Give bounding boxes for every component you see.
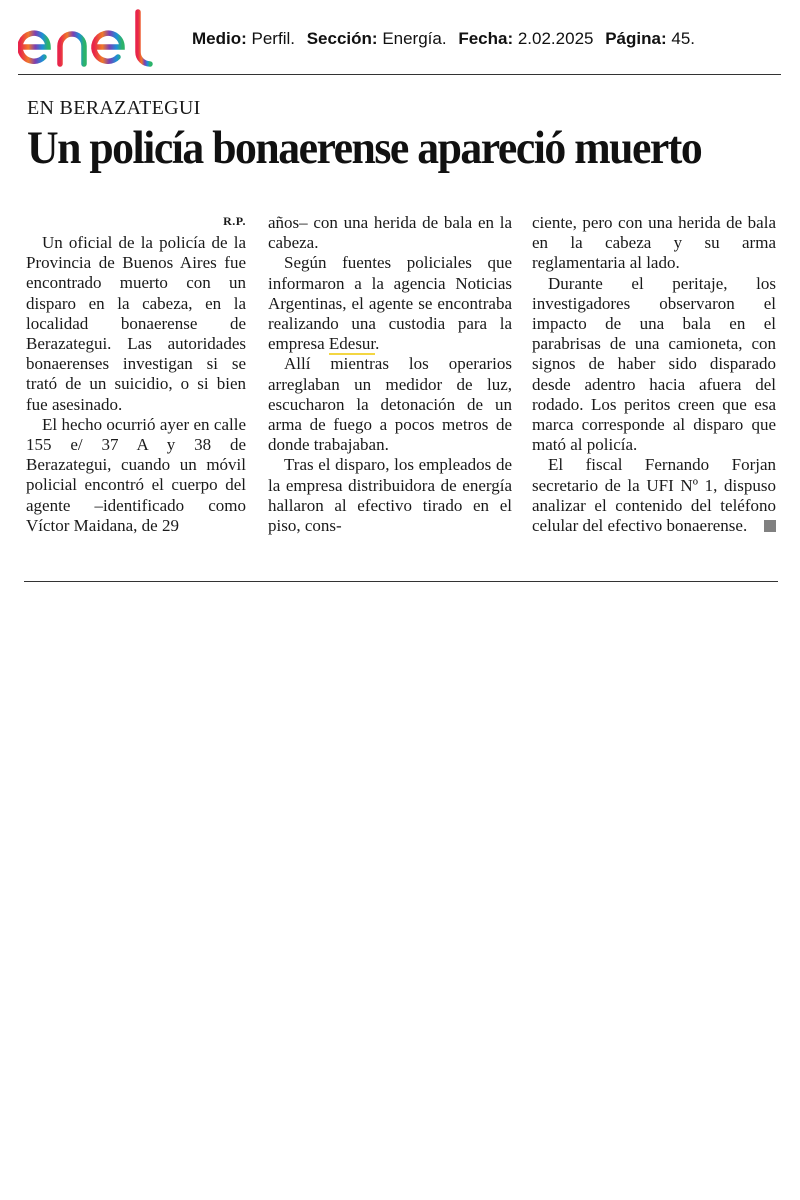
paragraph: años– con una herida de bala en la cabeza.: [268, 213, 512, 253]
article-column-1: [26, 213, 246, 536]
article-kicker: EN BERAZATEGUI: [27, 97, 201, 119]
paragraph: [532, 455, 776, 536]
highlighted-term: Edesur: [328, 334, 376, 354]
seccion-label: Sección:: [306, 29, 378, 48]
paragraph: El hecho ocurrió ayer en calle 155 e/ 37 A y 38 de Berazategui, cuando un móvil policial encontró el cuerpo del agente –identificado como Víctor Maidana, de 29: [26, 414, 246, 535]
header-divider: [18, 74, 781, 75]
enel-logo: [18, 8, 170, 68]
fecha-value: 2.02.2025: [517, 29, 594, 48]
paragraph: Tras el disparo, los empleados de la empresa distribuidora de energía hallaron al efectivo tirado en el piso, cons-: [268, 455, 512, 536]
article-headline: Un policía bonaerense apareció muerto: [27, 122, 702, 174]
medio-value: Perfil.: [251, 29, 295, 48]
paragraph-text: Según fuentes policiales que informaron a la agencia Noticias Argentinas, el agente se encontraba realizando una custodia para la empresa: [268, 253, 512, 354]
article-column-3: [532, 213, 776, 536]
end-square-icon: [764, 520, 776, 532]
paragraph: ciente, pero con una herida de bala en la cabeza y su arma reglamentaria al lado.: [532, 213, 776, 273]
article-bottom-divider: [24, 581, 778, 582]
fecha-label: Fecha:: [458, 29, 514, 48]
paragraph: Durante el peritaje, los investigadores observaron el impacto de una bala en el parabrisas de una camioneta, con signos de haber sido disparado desde adentro hacia afuera del rodado. Los peritos creen que esa marca corresponde al disparo que mató al policía.: [532, 273, 776, 455]
article-column-2: [268, 213, 512, 536]
pagina-value: 45.: [671, 29, 695, 48]
paragraph: Un oficial de la policía de la Provincia de Buenos Aires fue encontrado muerto con un disparo en la cabeza, en la localidad bonaerense de Berazategui. Las autoridades bonaerenses investigan si se trató de un suicidio, o si bien fue asesinado.: [26, 233, 246, 414]
seccion-value: Energía.: [382, 29, 447, 48]
paragraph-text: El fiscal Fernando Forjan secretario de la UFI Nº 1, dispuso analizar el contenido del teléfono celular del efectivo bonaerense.: [532, 455, 776, 536]
article-byline: R.P.: [223, 214, 246, 228]
medio-label: Medio:: [192, 29, 247, 48]
paragraph: [268, 253, 512, 354]
clipping-metadata: [192, 29, 695, 49]
paragraph-text: .: [375, 334, 380, 354]
clipping-header: [0, 0, 800, 76]
paragraph: Allí mientras los operarios arreglaban un medidor de luz, escucharon la detonación de un arma de fuego a pocos metros de donde trabajaban.: [268, 354, 512, 455]
pagina-label: Página:: [605, 29, 667, 48]
